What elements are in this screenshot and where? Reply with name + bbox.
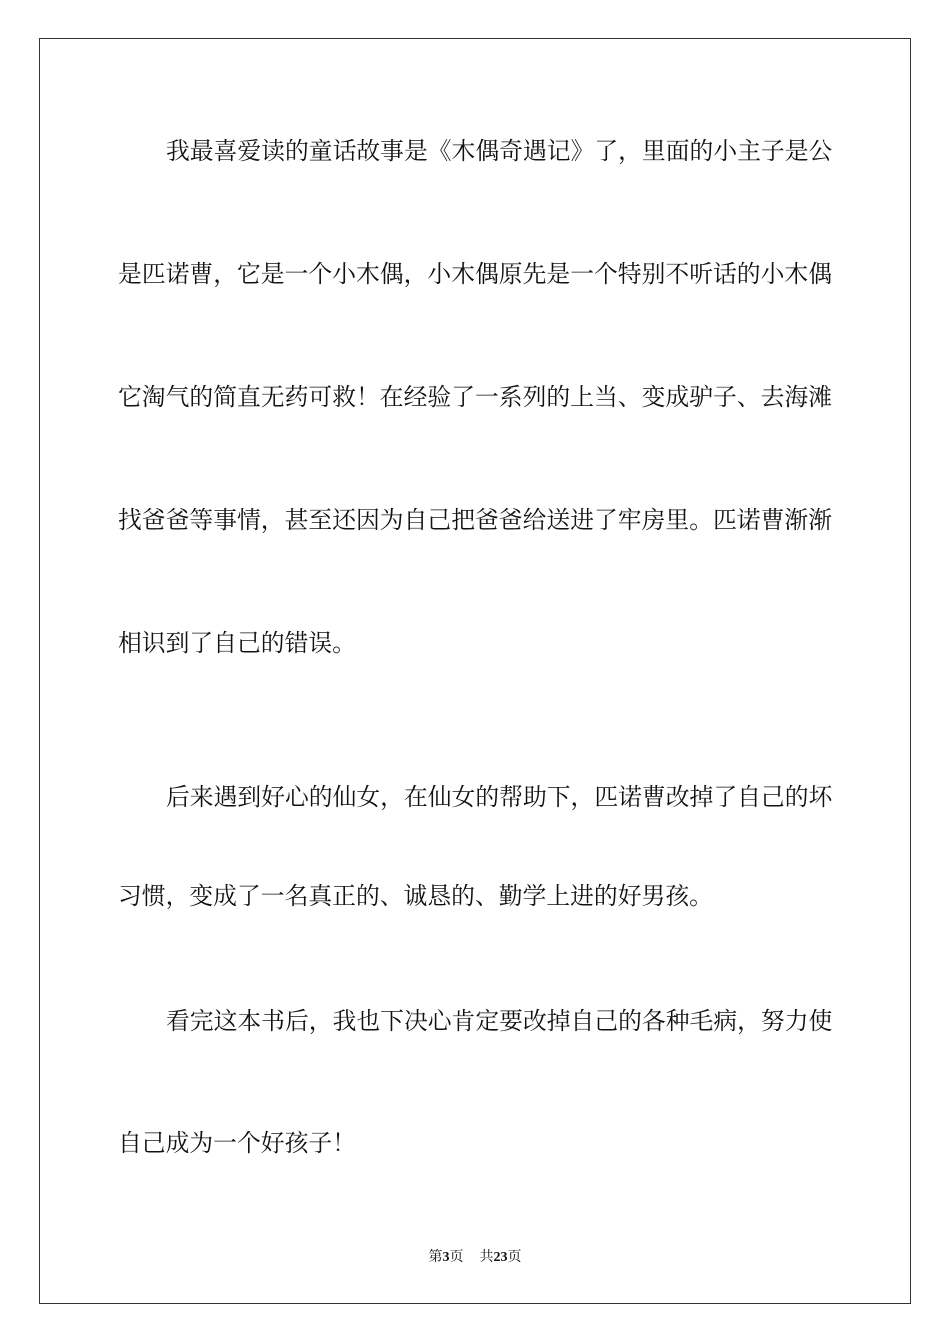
footer-total-suffix: 页 (507, 1250, 522, 1265)
text-line-7: 习惯，变成了一名真正的、诚恳的、勤学上进的好男孩。 (118, 882, 713, 910)
text-line-3: 它淘气的简直无药可救！在经验了一系列的上当、变成驴子、去海滩 (118, 383, 832, 411)
text-line-8: 看完这本书后，我也下决心肯定要改掉自己的各种毛病，努力使 (166, 1007, 832, 1035)
page-border (39, 38, 911, 1304)
footer-page-suffix: 页 (449, 1250, 464, 1265)
text-line-2: 是匹诺曹，它是一个小木偶，小木偶原先是一个特别不听话的小木偶 (118, 260, 832, 288)
text-line-5: 相识到了自己的错误。 (118, 629, 356, 657)
footer-total-prefix: 共 (479, 1250, 494, 1265)
footer-page-number: 3 (442, 1250, 450, 1265)
text-line-4: 找爸爸等事情，甚至还因为自己把爸爸给送进了牢房里。匹诺曹渐渐 (118, 506, 832, 534)
text-line-6: 后来遇到好心的仙女，在仙女的帮助下，匹诺曹改掉了自己的坏 (166, 783, 832, 811)
text-line-1: 我最喜爱读的童话故事是《木偶奇遇记》了，里面的小主子是公 (166, 137, 832, 165)
text-line-9: 自己成为一个好孩子！ (118, 1129, 356, 1157)
footer-total-pages: 23 (493, 1250, 508, 1265)
footer-page-prefix: 第 (428, 1250, 443, 1265)
page-footer (0, 1246, 950, 1266)
